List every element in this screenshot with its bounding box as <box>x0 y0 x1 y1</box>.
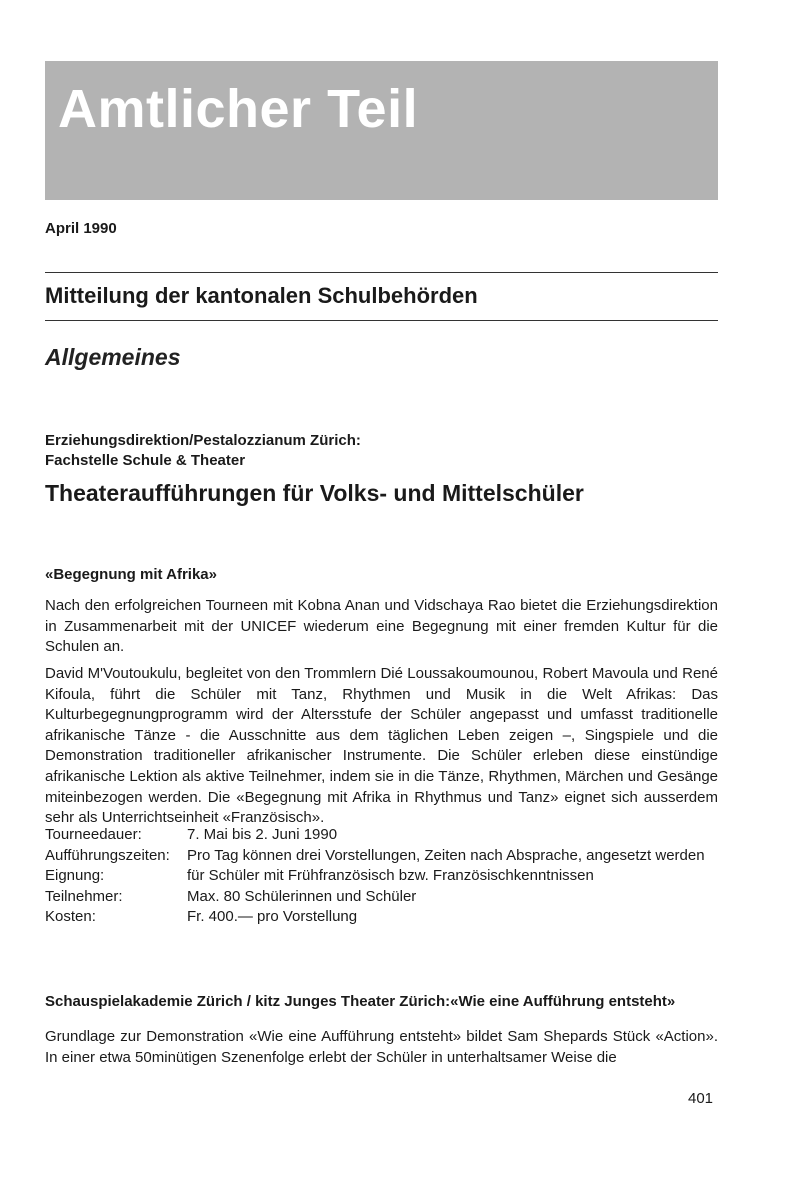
detail-label: Aufführungszeiten: <box>45 846 170 864</box>
item1-paragraph-1: Nach den erfolgreichen Tourneen mit Kobna Anan und Vidschaya Rao bietet die Erziehungsdirektion in Zusammenarbeit mit der UNICEF wiederum eine Begegnung mit einer fremden Kultur für die Schulen an. <box>45 597 718 656</box>
section-title: Mitteilung der kantonalen Schulbehörden <box>45 283 478 308</box>
detail-value: 7. Mai bis 2. Juni 1990 <box>187 826 338 843</box>
detail-value: Fr. 400.— pro Vorstellung <box>187 908 358 926</box>
item2-title: Schauspielakademie Zürich / kitz Junges Theater Zürich:«Wie eine Aufführung entsteht» <box>45 993 676 1010</box>
detail-label: Tourneedauer: <box>45 826 142 843</box>
banner-title: Amtlicher Teil <box>58 79 419 139</box>
organization-line-1: Erziehungsdirektion/Pestalozzianum Zürich: <box>45 432 361 449</box>
item1-title: «Begegnung mit Afrika» <box>45 566 217 583</box>
detail-row <box>45 887 718 908</box>
detail-label: Eignung: <box>45 867 105 885</box>
divider-bottom <box>45 320 718 321</box>
detail-row <box>45 866 718 887</box>
organization-line-2: Fachstelle Schule & Theater <box>45 452 246 469</box>
issue-date: April 1990 <box>45 220 117 237</box>
detail-value: Pro Tag können drei Vorstellungen, Zeiten nach Absprache, angesetzt werden <box>187 846 705 864</box>
detail-row <box>45 825 718 846</box>
detail-label: Kosten: <box>45 908 96 926</box>
item1-paragraph-2: David M'Voutoukulu, begleitet von den Trommlern Dié Loussakoumounou, Robert Mavoula und René Kifoula, führt die Schüler mit Tanz, Rhythmen und Musik in die Welt Afrikas: Das Kulturbegegnungprogramm wird der Altersstufe der Schüler angepasst und umfasst traditionelle afrikanische Tänze - die Ausschnitte aus dem täglichen Leben zeigen –, Singspiele und die Demonstration traditioneller afrikanischer Instrumente. Die Schüler erleben diese einstündige afrikanische Lektion als aktive Teilnehmer, indem sie in die Tänze, Rhythmen, Märchen und Gesänge miteinbezogen werden. Die «Begegnung mit Afrika in Rhythmus und Tanz» eignet sich ausserdem sehr als Unterrichtseinheit «Französisch». <box>45 665 718 827</box>
detail-value: Max. 80 Schülerinnen und Schüler <box>187 887 417 905</box>
detail-row <box>45 907 718 928</box>
organization <box>45 431 361 471</box>
item1-details <box>45 825 718 928</box>
detail-value: für Schüler mit Frühfranzösisch bzw. Französischkenntnissen <box>187 867 594 885</box>
divider-top <box>45 272 718 273</box>
item2-paragraph-1: Grundlage zur Demonstration «Wie eine Aufführung entsteht» bildet Sam Shepards Stück «Action». In einer etwa 50minütigen Szenenfolge erlebt der Schüler in unterhaltsamer Weise die <box>45 1028 718 1066</box>
subsection-title: Allgemeines <box>45 344 181 370</box>
detail-label: Teilnehmer: <box>45 887 123 905</box>
detail-row <box>45 846 718 867</box>
main-title: Theateraufführungen für Volks- und Mittelschüler <box>45 480 584 506</box>
page-number: 401 <box>688 1090 714 1107</box>
